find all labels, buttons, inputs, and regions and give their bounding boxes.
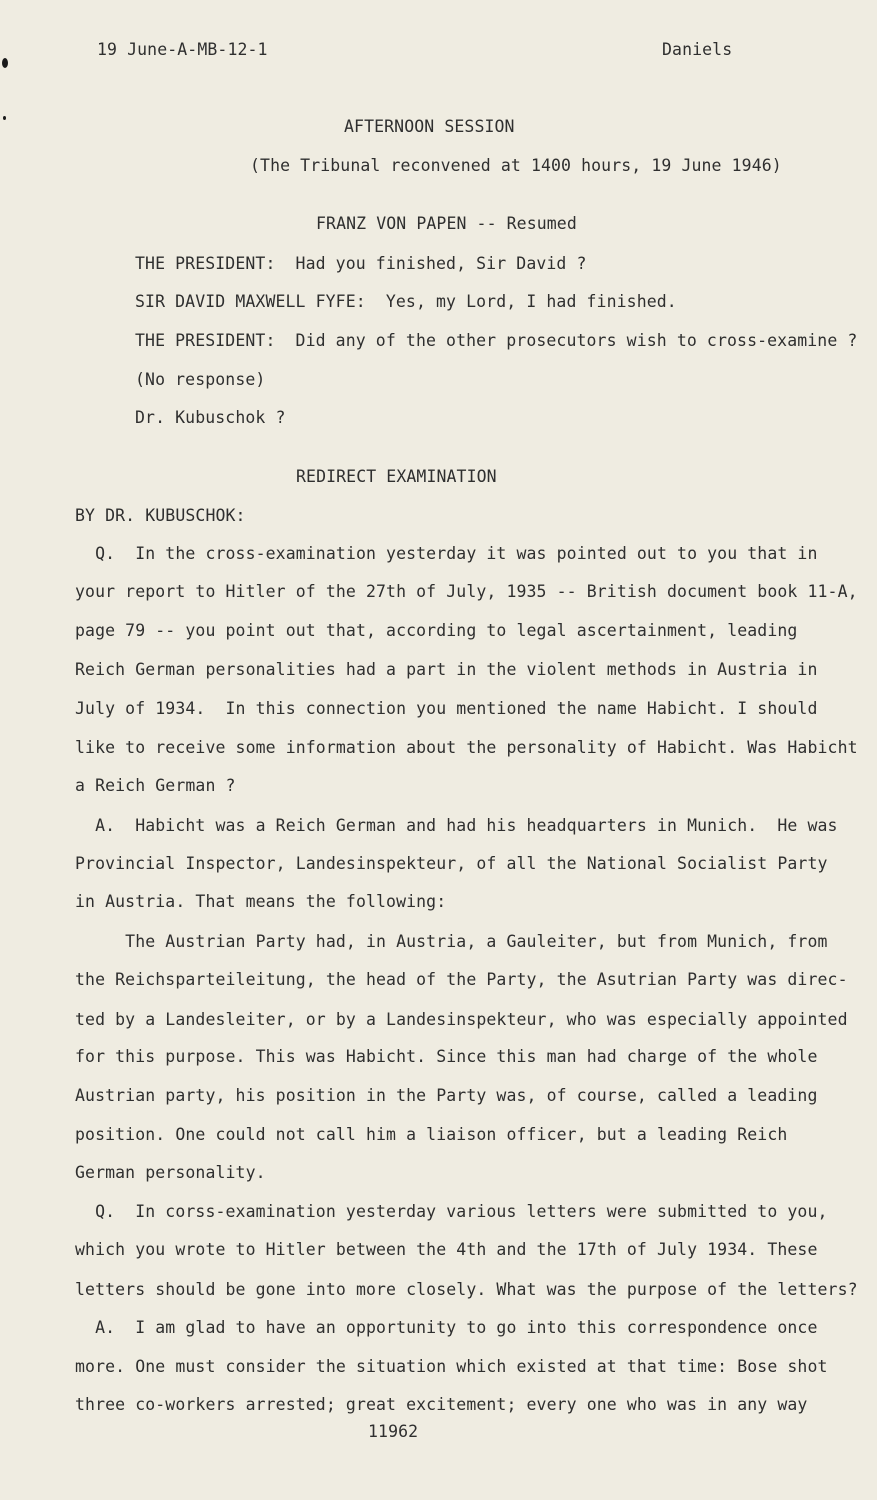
body-line: Q. In the cross-examination yesterday it was pointed out to you that in: [75, 544, 818, 563]
punch-hole-mark: [2, 58, 8, 68]
body-line: A. I am glad to have an opportunity to go into this correspondence once: [75, 1318, 818, 1337]
dialogue-line: Dr. Kubuschok ?: [135, 408, 286, 427]
examiner-line: BY DR. KUBUSCHOK:: [75, 506, 246, 525]
header-reference: 19 June-A-MB-12-1: [97, 40, 268, 59]
body-line: The Austrian Party had, in Austria, a Gauleiter, but from Munich, from: [75, 932, 828, 951]
body-line: like to receive some information about the personality of Habicht. Was Habicht: [75, 738, 858, 757]
reconvened-note: (The Tribunal reconvened at 1400 hours, 19 June 1946): [250, 156, 782, 175]
body-line: Reich German personalities had a part in the violent methods in Austria in: [75, 660, 818, 679]
body-line: the Reichsparteileitung, the head of the Party, the Asutrian Party was direc-: [75, 970, 848, 989]
dialogue-line: (No response): [135, 370, 266, 389]
body-line: German personality.: [75, 1163, 266, 1182]
body-line: page 79 -- you point out that, according to legal ascertainment, leading: [75, 621, 798, 640]
section-heading: REDIRECT EXAMINATION: [296, 467, 497, 486]
body-line: your report to Hitler of the 27th of July, 1935 -- British document book 11-A,: [75, 582, 858, 601]
body-line: in Austria. That means the following:: [75, 892, 447, 911]
witness-heading: FRANZ VON PAPEN -- Resumed: [316, 214, 577, 233]
body-line: Provincial Inspector, Landesinspekteur, of all the National Socialist Party: [75, 854, 828, 873]
body-line: Austrian party, his position in the Party was, of course, called a leading: [75, 1086, 818, 1105]
body-line: July of 1934. In this connection you mentioned the name Habicht. I should: [75, 699, 818, 718]
body-line: A. Habicht was a Reich German and had his headquarters in Munich. He was: [75, 816, 838, 835]
body-line: which you wrote to Hitler between the 4th and the 17th of July 1934. These: [75, 1240, 818, 1259]
body-line: a Reich German ?: [75, 776, 236, 795]
body-line: letters should be gone into more closely. What was the purpose of the letters?: [75, 1280, 858, 1299]
dialogue-line: THE PRESIDENT: Did any of the other prosecutors wish to cross-examine ?: [135, 331, 858, 350]
page-number: 11962: [368, 1422, 419, 1441]
header-reporter: Daniels: [662, 40, 733, 59]
body-line: position. One could not call him a liaison officer, but a leading Reich: [75, 1125, 788, 1144]
punch-hole-mark: [3, 116, 6, 120]
body-line: Q. In corss-examination yesterday various letters were submitted to you,: [75, 1202, 828, 1221]
dialogue-line: SIR DAVID MAXWELL FYFE: Yes, my Lord, I had finished.: [135, 292, 677, 311]
body-line: more. One must consider the situation which existed at that time: Bose shot: [75, 1357, 828, 1376]
dialogue-line: THE PRESIDENT: Had you finished, Sir David ?: [135, 254, 587, 273]
body-line: for this purpose. This was Habicht. Since this man had charge of the whole: [75, 1047, 818, 1066]
body-line: ted by a Landesleiter, or by a Landesinspekteur, who was especially appointed: [75, 1010, 848, 1029]
body-line: three co-workers arrested; great excitement; every one who was in any way: [75, 1395, 808, 1414]
session-title: AFTERNOON SESSION: [344, 117, 515, 136]
